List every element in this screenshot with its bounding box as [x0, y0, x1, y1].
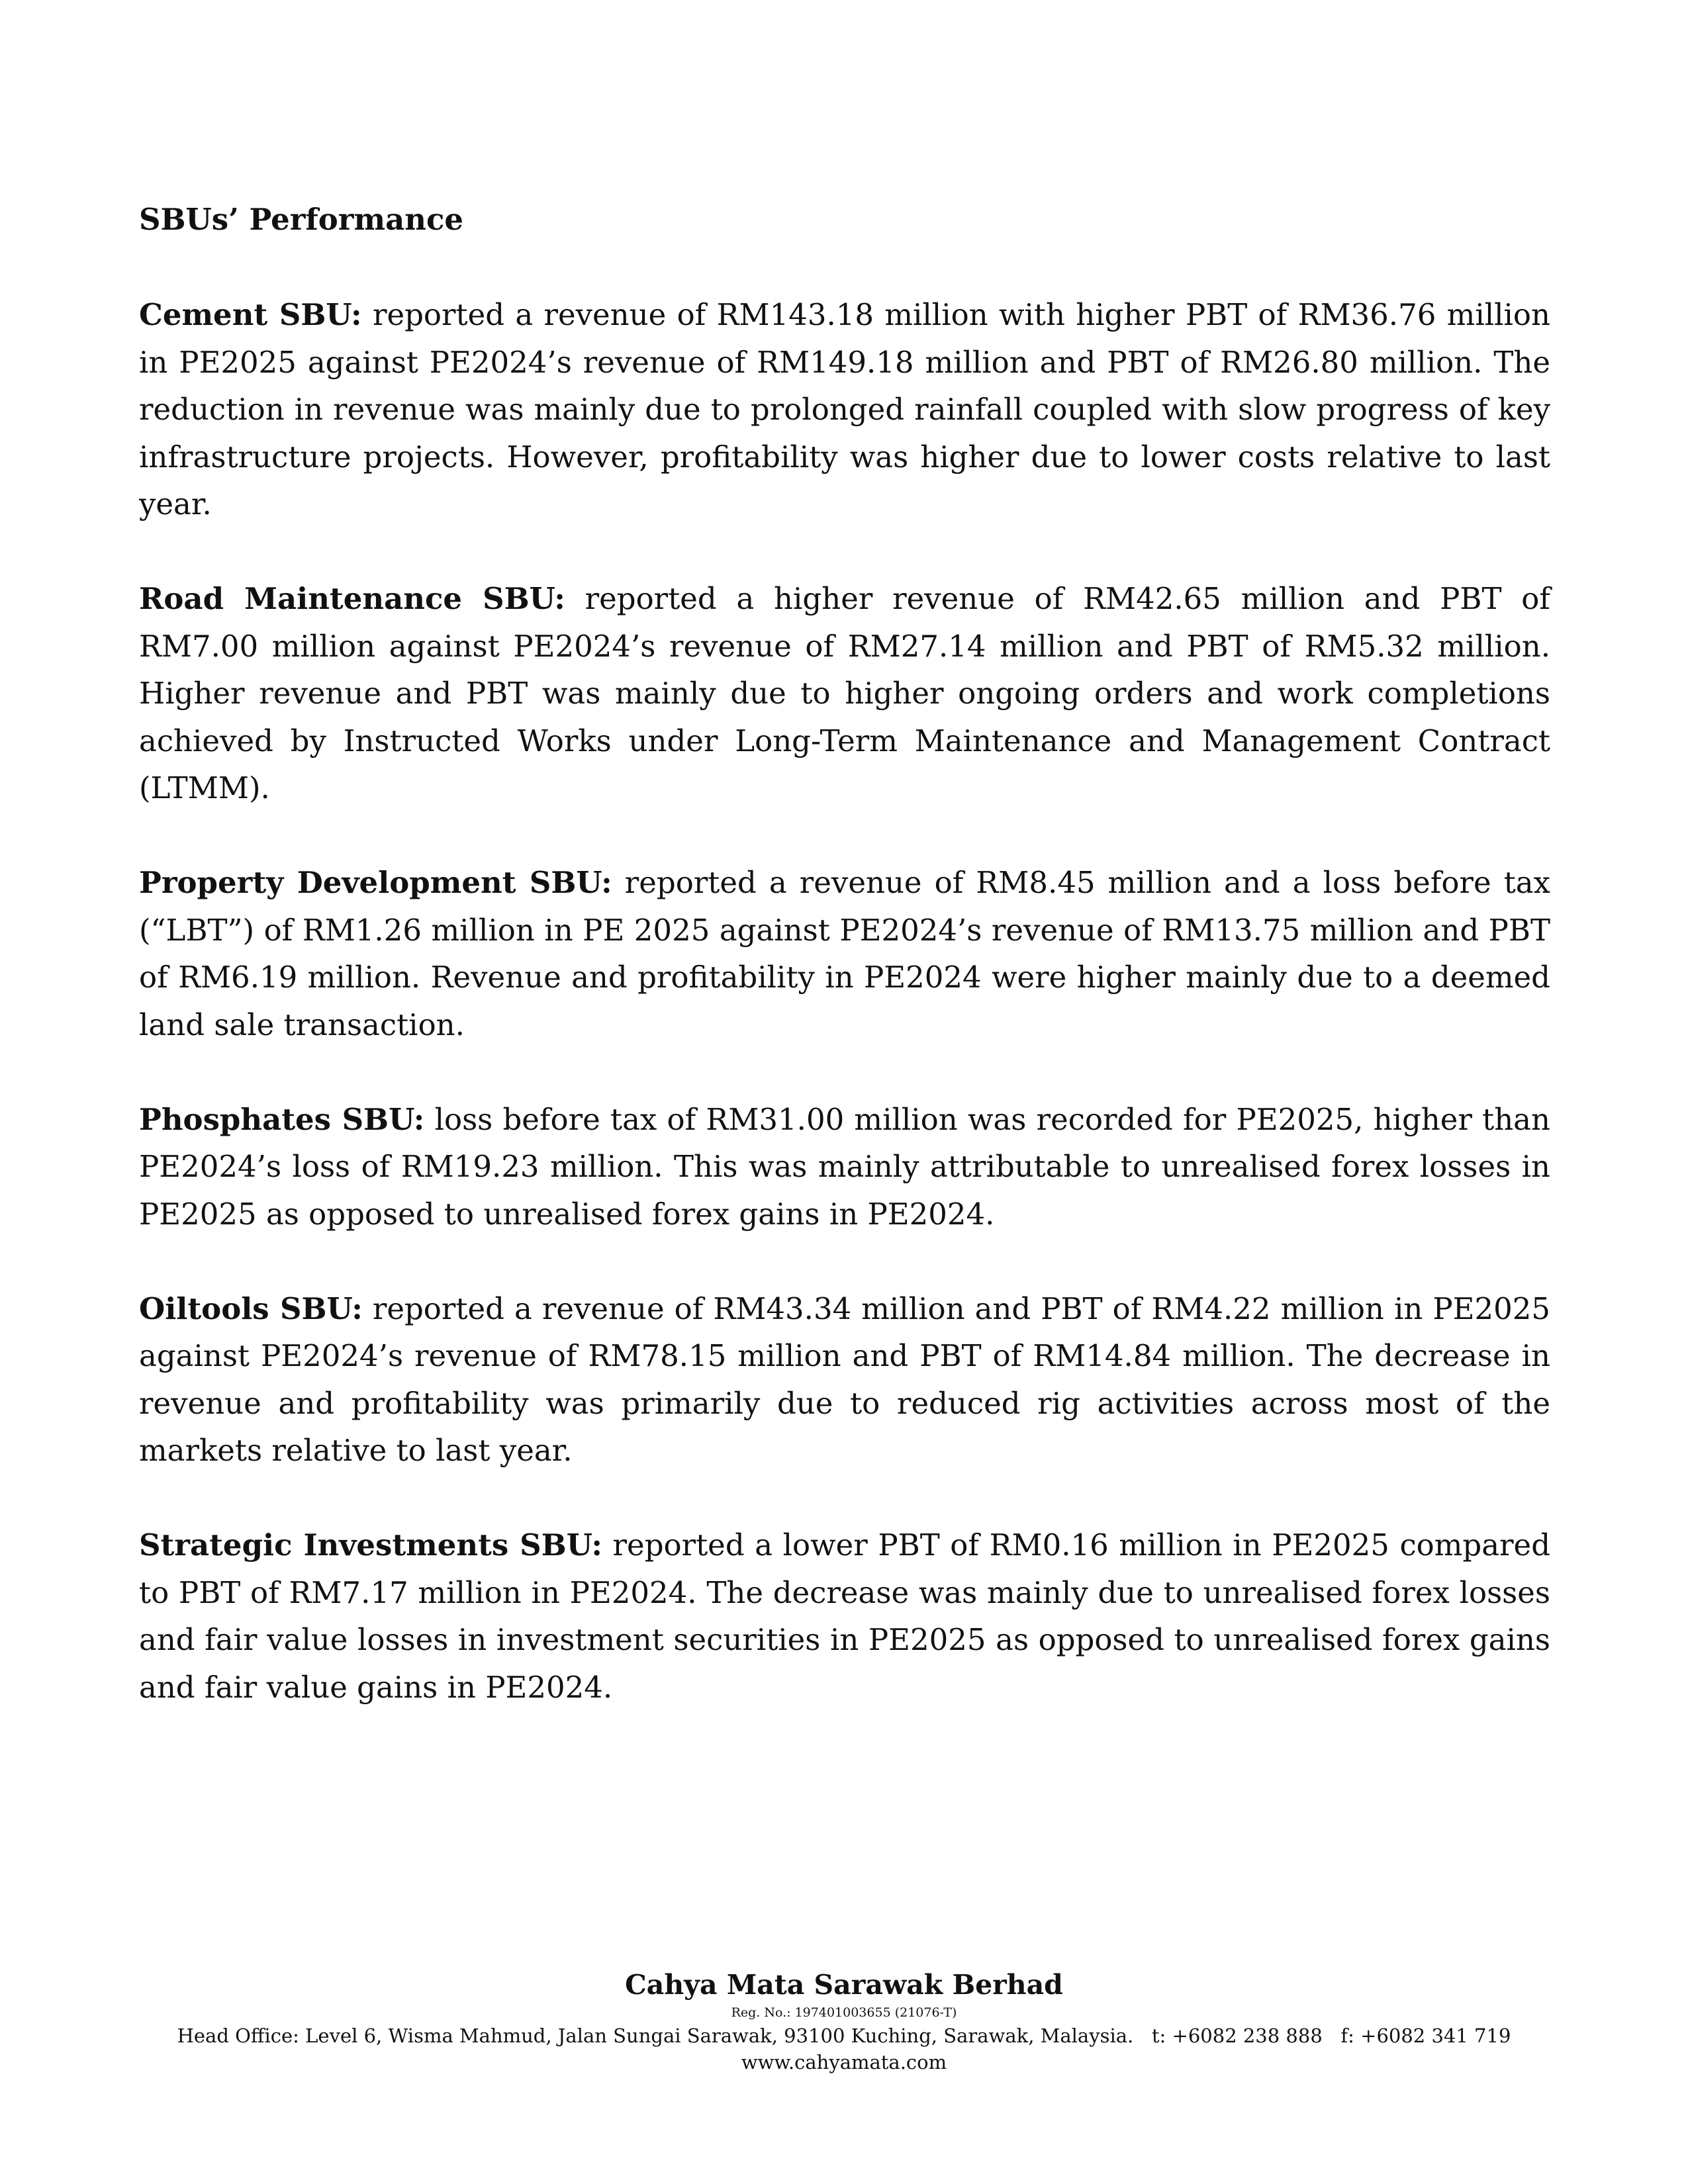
- paragraph-label: Phosphates SBU:: [139, 1101, 425, 1137]
- page-footer: [0, 1967, 1688, 2075]
- paragraph-text: loss before tax of RM31.00 million was recorded for PE2025, higher than PE2024’s loss of RM19.23 million. This was mainly attributable to unrealised forex losses in PE2025 as opposed to unrealised forex gains in PE2024.: [139, 1101, 1550, 1232]
- paragraph-road-maintenance-sbu: [139, 575, 1550, 812]
- paragraph-label: Strategic Investments SBU:: [139, 1527, 602, 1563]
- paragraph-text: reported a lower PBT of RM0.16 million in PE2025 compared to PBT of RM7.17 million in PE2024. The decrease was mainly due to unrealised forex losses and fair value losses in investment securities in PE2025 as opposed to unrealised forex gains and fair value gains in PE2024.: [139, 1527, 1550, 1705]
- paragraph-text: reported a revenue of RM43.34 million and PBT of RM4.22 million in PE2025 against PE2024’s revenue of RM78.15 million and PBT of RM14.84 million. The decrease in revenue and profitability was primarily due to reduced rig activities across most of the markets relative to last year.: [139, 1291, 1550, 1468]
- paragraph-text: reported a revenue of RM8.45 million and a loss before tax (“LBT”) of RM1.26 million in PE 2025 against PE2024’s revenue of RM13.75 million and PBT of RM6.19 million. Revenue and profitability in PE2024 were higher mainly due to a deemed land sale transaction.: [139, 865, 1550, 1042]
- paragraph-label: Cement SBU:: [139, 297, 362, 332]
- footer-website-link[interactable]: www.cahyamata.com: [741, 2051, 947, 2073]
- footer-company-name: Cahya Mata Sarawak Berhad: [625, 1969, 1063, 2001]
- paragraph-label: Oiltools SBU:: [139, 1291, 363, 1326]
- paragraph-label: Property Development SBU:: [139, 865, 612, 900]
- page-body: [139, 196, 1550, 1758]
- paragraph-text: reported a higher revenue of RM42.65 million and PBT of RM7.00 million against PE2024’s revenue of RM27.14 million and PBT of RM5.32 million. Higher revenue and PBT was mainly due to higher ongoing orders and work completions achieved by Instructed Works under Long-Term Maintenance and Management Contract (LTMM).: [139, 581, 1550, 805]
- paragraph-cement-sbu: [139, 291, 1550, 528]
- paragraph-strategic-investments-sbu: [139, 1522, 1550, 1711]
- footer-registration-number: Reg. No.: 197401003655 (21076-T): [731, 2005, 957, 2020]
- paragraph-label: Road Maintenance SBU:: [139, 581, 565, 616]
- paragraph-oiltools-sbu: [139, 1285, 1550, 1475]
- paragraph-phosphates-sbu: [139, 1096, 1550, 1238]
- footer-address: Head Office: Level 6, Wisma Mahmud, Jalan Sungai Sarawak, 93100 Kuching, Sarawak, Malaysia. t: +6082 238 888 f: +6082 341 719: [177, 2025, 1511, 2047]
- paragraph-property-development-sbu: [139, 859, 1550, 1048]
- page-title: SBUs’ Performance: [139, 202, 464, 237]
- paragraph-text: reported a revenue of RM143.18 million with higher PBT of RM36.76 million in PE2025 against PE2024’s revenue of RM149.18 million and PBT of RM26.80 million. The reduction in revenue was mainly due to prolonged rainfall coupled with slow progress of key infrastructure projects. However, profitability was higher due to lower costs relative to last year.: [139, 297, 1550, 522]
